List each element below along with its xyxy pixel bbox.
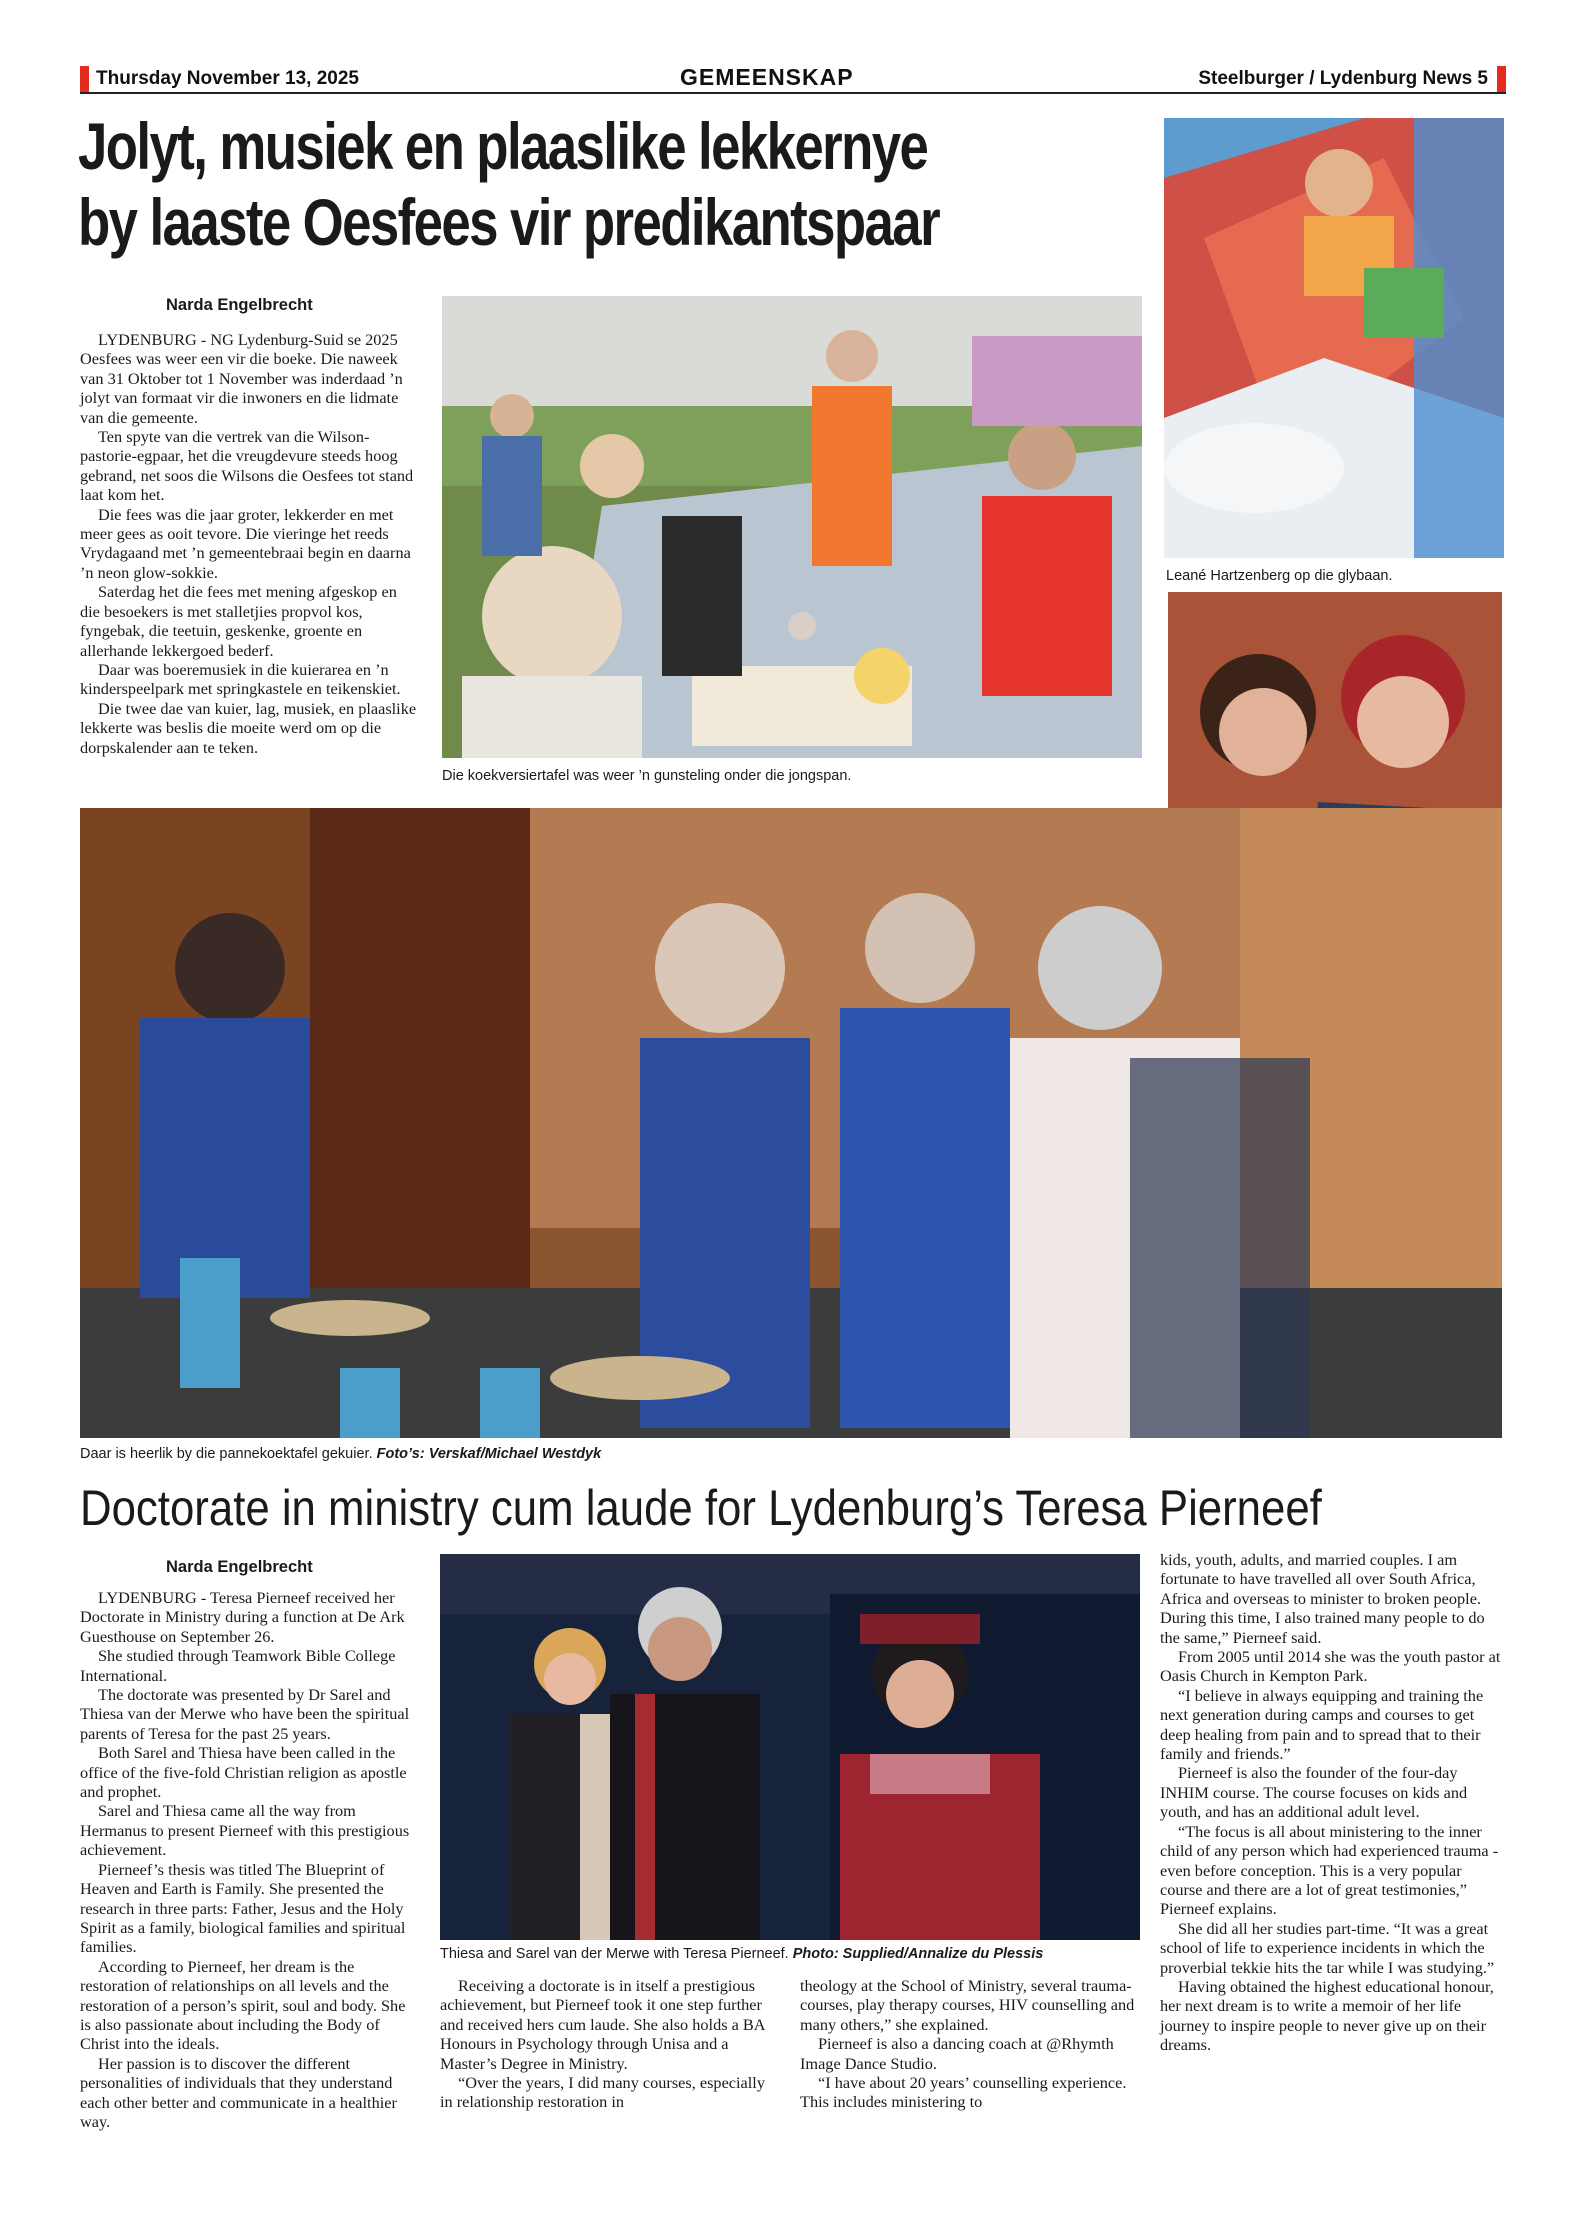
article2-paragraph: She studied through Teamwork Bible College International. [80, 1646, 396, 1685]
header-rule [80, 92, 1506, 94]
cake-table-photo [442, 296, 1142, 758]
slide-photo [1164, 118, 1504, 558]
header-date: Thursday November 13, 2025 [96, 68, 359, 89]
graduation-photo [440, 1554, 1140, 1940]
article2-paragraph: Pierneef is also the founder of the four-day INHIM course. The course focuses on kids and youth, and has an additional adult level. [1160, 1763, 1468, 1822]
pancake-caption-text: Daar is heerlik by die pannekoektafel gekuier. [80, 1446, 373, 1462]
article1-paragraph: Daar was boeremusiek in die kuierarea en ’n kinderspeelpark met springkastele en teikenskiet. [80, 659, 401, 699]
header-red-bar-right [1497, 66, 1506, 92]
article2-paragraph: She did all her studies part-time. “It was a great school of life to experience incidents in which the proverbial tekkie hits the tar while I was studying.” [1160, 1918, 1495, 1977]
graduation-caption-text: Thiesa and Sarel van der Merwe with Teresa Pierneef. [440, 1946, 789, 1962]
article1-headline-line1: Jolyt, musiek en plaaslike lekkernye [78, 109, 928, 183]
article1-paragraph: Die twee dae van kuier, lag, musiek, en plaaslike lekkerte was beslis die moeite werd om op die dorpskalender aan te teken. [80, 698, 417, 757]
article2-paragraph: “I have about 20 years’ counselling experience. This includes ministering to [800, 2073, 1127, 2112]
article2-paragraph: From 2005 until 2014 she was the youth pastor at Oasis Church in Kempton Park. [1160, 1647, 1501, 1686]
pancake-table-photo [80, 808, 1502, 1438]
article2-paragraph: “The focus is all about ministering to the inner child of any person which had experienced trauma - even before conception. This is a very popular course and there are a lot of great testimonies,” Pierneef explains. [1160, 1821, 1499, 1919]
article2-paragraph: The doctorate was presented by Dr Sarel and Thiesa van der Merwe who have been the spiritual parents of Teresa for the past 25 years. [80, 1685, 410, 1743]
article2-paragraph: Sarel and Thiesa came all the way from Hermanus to present Pierneef with this prestigious achievement. [80, 1801, 410, 1860]
article2-paragraph: Her passion is to discover the different personalities of individuals that they understand each other better and communicate in a healthier way. [80, 2053, 397, 2131]
article2-paragraph: According to Pierneef, her dream is the restoration of relationships on all levels and the restoration of a person’s spirit, soul and body. She is also passionate about including the Body of Christ into the ideals. [80, 1956, 406, 2054]
article1-paragraph: Die fees was die jaar groter, lekkerder en met meer gees as ooit tevore. Die vieringe het reeds Vrydagaand met ’n gemeentebraai begin en daarna ’n neon glow-sokkie. [80, 504, 411, 582]
header-paper-name: Steelburger / Lydenburg News 5 [1198, 68, 1488, 89]
article2-paragraph: theology at the School of Ministry, several trauma-courses, play therapy courses, HIV counselling and many others,” she explained. [800, 1976, 1135, 2034]
article1-paragraph: Ten spyte van die vertrek van die Wilson-pastorie-egpaar, het die vreugdevure steeds hoog gebrand, net soos die Wilsons die Oesfees tot stand laat kom het. [80, 427, 414, 505]
article1-headline [78, 108, 1138, 260]
article1-byline: Narda Engelbrecht [166, 296, 313, 314]
article1-paragraph: LYDENBURG - NG Lydenburg-Suid se 2025 Oesfees was weer een vir die boeke. Die naweek van 31 Oktober tot 1 November was inderdaad ’n jolyt van formaat vir die inwoners en die lidmate van die gemeente. [80, 330, 403, 427]
article2-col1 [80, 1588, 418, 2131]
article2-headline: Doctorate in ministry cum laude for Lydenburg’s Teresa Pierneef [80, 1480, 1322, 1536]
article2-byline: Narda Engelbrecht [166, 1558, 313, 1576]
article2-paragraph: “Over the years, I did many courses, especially in relationship restoration in [440, 2073, 765, 2112]
pancake-photo-credit: Foto’s: Verskaf/Michael Westdyk [376, 1446, 602, 1462]
article1-body [80, 330, 420, 757]
header-red-bar-left [80, 66, 89, 92]
article2-paragraph: Pierneef’s thesis was titled The Blueprint of Heaven and Earth is Family. She presented the research in three parts: Father, Jesus and the Holy Spirit as a family, biological families and spiritual families. [80, 1859, 406, 1957]
article2-paragraph: “I believe in always equipping and training the next generation during camps and courses to get deep healing from pain and to spread that to their family and friends.” [1160, 1685, 1484, 1764]
article2-paragraph: Both Sarel and Thiesa have been called in the office of the five-fold Christian religion as apostle and prophet. [80, 1743, 407, 1802]
article2-paragraph: LYDENBURG - Teresa Pierneef received her Doctorate in Ministry during a function at De Ark Guesthouse on September 26. [80, 1588, 405, 1646]
section-title: GEMEENSKAP [680, 64, 854, 90]
article2-paragraph: Receiving a doctorate is in itself a prestigious achievement, but Pierneef took it one step further and received hers cum laude. She also holds a BA Honours in Psychology through Unisa and a Master’s Degree in Ministry. [440, 1976, 765, 2073]
article2-paragraph: kids, youth, adults, and married couples. I am fortunate to have travelled all over South Africa, Africa and overseas to minister to broken people. During this time, I also trained many people to do the same,” Pierneef said. [1160, 1550, 1485, 1647]
pancake-caption [80, 1446, 601, 1462]
article2-paragraph: Having obtained the highest educational honour, her next dream is to write a memoir of her life journey to inspire people to never give up on their dreams. [1160, 1976, 1494, 2055]
article2-paragraph: Pierneef is also a dancing coach at @Rhymth Image Dance Studio. [800, 2034, 1114, 2073]
graduation-caption [440, 1946, 1043, 1962]
article2-col2 [440, 1976, 778, 2112]
article1-paragraph: Saterdag het die fees met mening afgeskop en die besoekers is met stalletjies propvol kos, fyngebak, die teetuin, geskenke, groente en allerhande lekkergoed bederf. [80, 582, 397, 660]
cake-table-caption: Die koekversiertafel was weer ’n gunsteling onder die jongspan. [442, 768, 852, 784]
slide-caption: Leané Hartzenberg op die glybaan. [1166, 568, 1393, 584]
article2-col3 [800, 1976, 1140, 2112]
article2-col4 [1160, 1550, 1504, 2055]
article1-headline-line2: by laaste Oesfees vir predikantspaar [78, 185, 940, 259]
graduation-photo-credit: Photo: Supplied/Annalize du Plessis [792, 1946, 1044, 1962]
